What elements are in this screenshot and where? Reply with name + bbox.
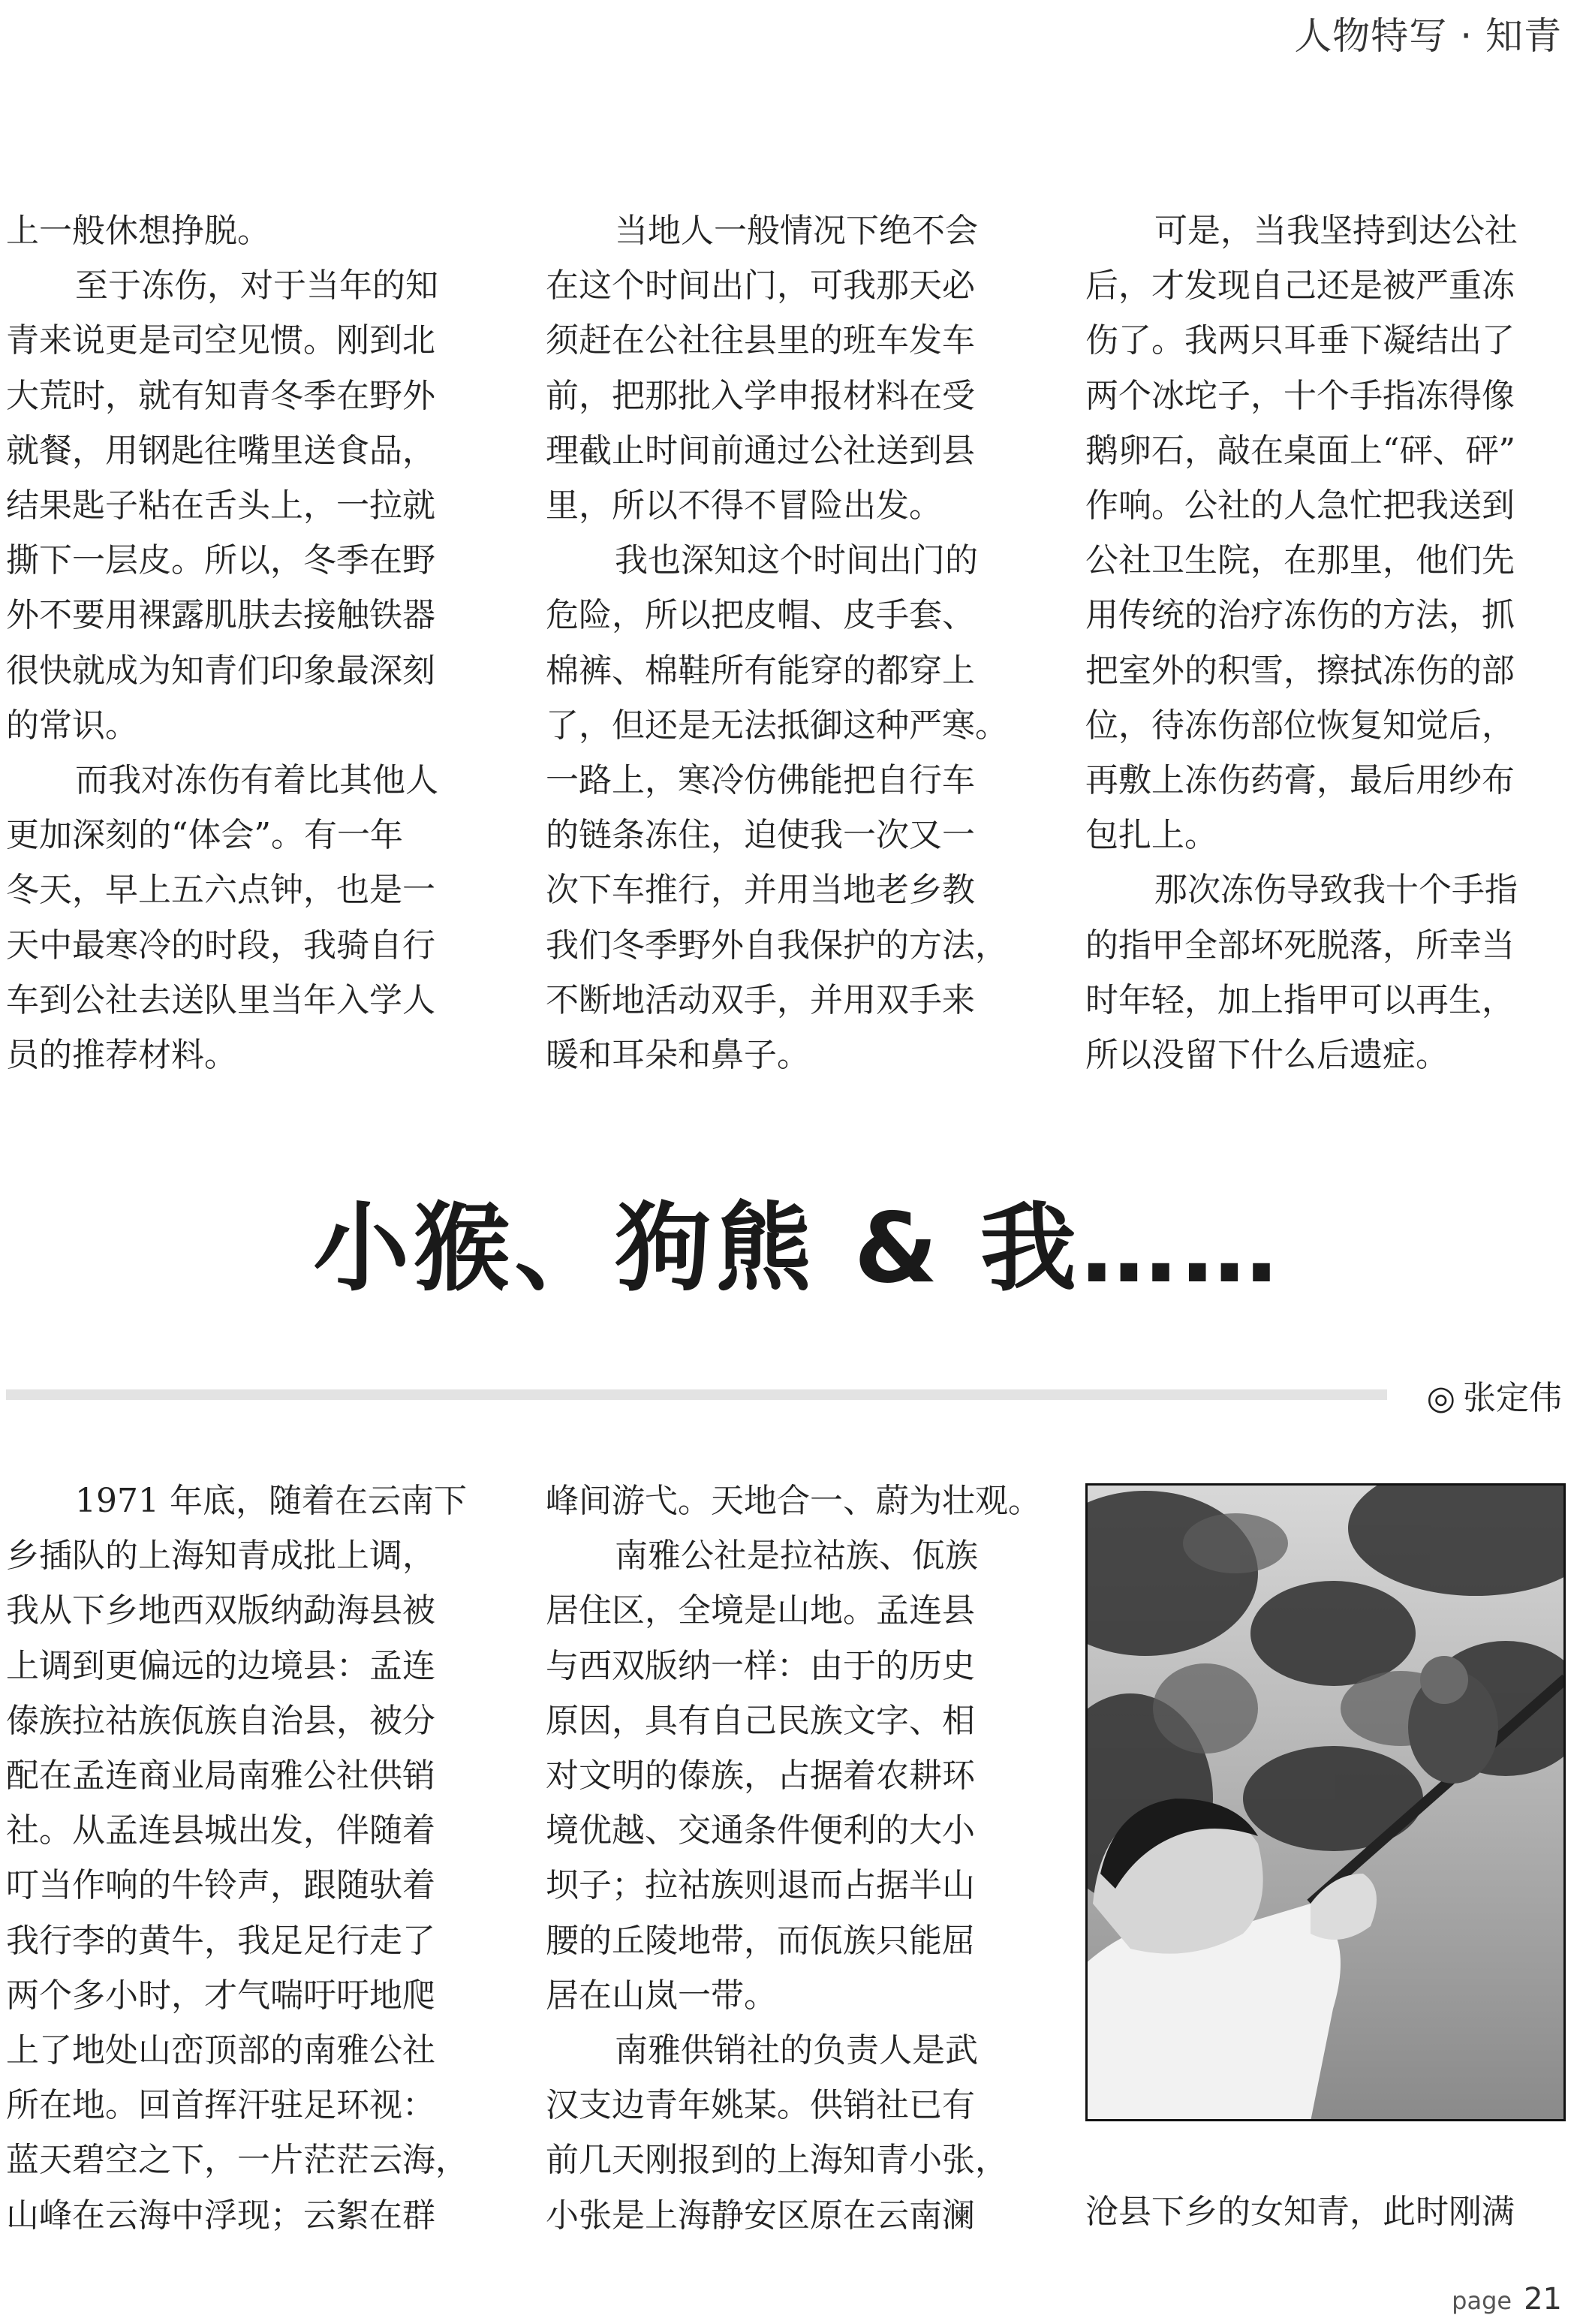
text-line: 位，待冻伤部位恢复知觉后，	[1085, 706, 1515, 745]
text-line: 社。从孟连县城出发，伴随着	[6, 1811, 435, 1850]
text-line: 坝子；拉祜族则退而占据半山	[546, 1866, 975, 1905]
text-line: 次下车推行，并用当地老乡教	[546, 871, 975, 910]
text-line: 与西双版纳一样：由于的历史	[546, 1646, 975, 1685]
text-line: 撕下一层皮。所以，冬季在野	[6, 541, 435, 580]
page-label: page	[1452, 2286, 1512, 2315]
text-line: 不断地活动双手，并用双手来	[546, 980, 975, 1019]
page-number	[1452, 2282, 1562, 2316]
text-line: 那次冻伤导致我十个手指	[1154, 871, 1518, 910]
text-line: 上了地处山峦顶部的南雅公社	[6, 2031, 435, 2070]
text-line: 境优越、交通条件便利的大小	[546, 1811, 975, 1850]
text-line: 外不要用裸露肌肤去接触铁器	[6, 596, 435, 635]
text-line: 了，但还是无法抵御这种严寒。	[546, 706, 1008, 745]
text-line: 上一般休想挣脱。	[6, 212, 270, 250]
text-line: 汉支边青年姚某。供销社已有	[546, 2086, 975, 2125]
text-line: 1971 年底，随着在云南下	[75, 1482, 467, 1520]
text-line: 鹅卵石，敲在桌面上“砰、砰”	[1085, 431, 1515, 470]
text-line: 公社卫生院，在那里，他们先	[1085, 541, 1515, 580]
text-line: 居在山岚一带。	[546, 1976, 777, 2015]
text-line: 对文明的傣族，占据着农耕环	[546, 1757, 975, 1796]
text-line: 用传统的治疗冻伤的方法，抓	[1085, 596, 1515, 635]
text-line: 配在孟连商业局南雅公社供销	[6, 1757, 435, 1796]
page-number-value: 21	[1524, 2282, 1562, 2316]
text-line: 上调到更偏远的边境县：孟连	[6, 1646, 435, 1685]
text-line: 须赶在公社往县里的班车发车	[546, 321, 975, 360]
text-line: 居住区，全境是山地。孟连县	[546, 1591, 975, 1630]
photo-illustration	[1085, 1483, 1566, 2121]
text-line: 我从下乡地西双版纳勐海县被	[6, 1591, 435, 1630]
prev-article-column-3	[1085, 203, 1566, 1082]
text-line: 的常识。	[6, 706, 138, 745]
text-line: 小张是上海静安区原在云南澜	[546, 2196, 975, 2235]
text-line: 前，把那批入学申报材料在受	[546, 376, 975, 415]
text-line: 里，所以不得不冒险出发。	[546, 486, 942, 525]
byline	[1427, 1371, 1562, 1419]
text-line: 前几天刚报到的上海知青小张，	[546, 2141, 1008, 2180]
text-line: 腰的丘陵地带，而佤族只能屈	[546, 1921, 975, 1960]
text-line: 大荒时，就有知青冬季在野外	[6, 376, 435, 415]
text-line: 把室外的积雪，擦拭冻伤的部	[1085, 651, 1515, 690]
text-line: 我们冬季野外自我保护的方法，	[546, 926, 1008, 965]
text-line: 就餐，用钢匙往嘴里送食品，	[6, 431, 435, 470]
text-line: 而我对冻伤有着比其他人	[75, 761, 438, 800]
photo-boy-with-monkey	[1085, 1483, 1566, 2121]
text-line: 两个多小时，才气喘吁吁地爬	[6, 1976, 435, 2015]
text-line: 青来说更是司空见惯。刚到北	[6, 321, 435, 360]
text-line: 可是，当我坚持到达公社	[1154, 212, 1518, 250]
article-column-2	[546, 1474, 1041, 2243]
text-line: 暖和耳朵和鼻子。	[546, 1036, 810, 1075]
byline-mark: ◎	[1426, 1379, 1455, 1417]
text-line: 两个冰坨子，十个手指冻得像	[1085, 376, 1515, 415]
text-line: 所以没留下什么后遗症。	[1085, 1036, 1449, 1075]
text-line: 原因，具有自己民族文字、相	[546, 1701, 975, 1740]
text-line: 作响。公社的人急忙把我送到	[1085, 486, 1515, 525]
text-line: 天中最寒冷的时段，我骑自行	[6, 926, 435, 965]
text-line: 在这个时间出门，可我那天必	[546, 266, 975, 306]
text-line: 的链条冻住，迫使我一次又一	[546, 816, 975, 855]
text-line: 至于冻伤，对于当年的知	[75, 266, 438, 306]
text-line: 南雅供销社的负责人是武	[615, 2031, 978, 2070]
text-line: 所在地。回首挥汗驻足环视：	[6, 2086, 435, 2125]
text-line: 傣族拉祜族佤族自治县，被分	[6, 1701, 435, 1740]
text-line: 南雅公社是拉祜族、佤族	[615, 1537, 978, 1576]
text-line: 理截止时间前通过公社送到县	[546, 431, 975, 470]
section-tag: 人物特写 · 知青	[1294, 14, 1562, 58]
text-line: 叮当作响的牛铃声，跟随驮着	[6, 1866, 435, 1905]
text-line: 的指甲全部坏死脱落，所幸当	[1085, 926, 1515, 965]
prev-article-column-2	[546, 203, 1026, 1082]
article-column-1	[6, 1474, 486, 2243]
text-line: 当地人一般情况下绝不会	[615, 212, 978, 250]
text-line: 棉裤、棉鞋所有能穿的都穿上	[546, 651, 975, 690]
text-line: 危险，所以把皮帽、皮手套、	[546, 596, 975, 635]
text-line: 我行李的黄牛，我足足行走了	[6, 1921, 435, 1960]
title-divider	[6, 1389, 1387, 1400]
text-line: 山峰在云海中浮现；云絮在群	[6, 2196, 435, 2235]
text-line: 车到公社去送队里当年入学人	[6, 980, 435, 1019]
text-line: 再敷上冻伤药膏，最后用纱布	[1085, 761, 1515, 800]
text-line: 峰间游弋。天地合一、蔚为壮观。	[546, 1482, 1041, 1520]
text-line: 我也深知这个时间出门的	[615, 541, 978, 580]
text-line: 乡插队的上海知青成批上调，	[6, 1537, 435, 1576]
text-line: 冬天，早上五六点钟，也是一	[6, 871, 435, 910]
text-line: 员的推荐材料。	[6, 1036, 237, 1075]
prev-article-column-1	[6, 203, 486, 1082]
text-line: 更加深刻的“体会”。有一年	[6, 816, 403, 855]
text-line: 伤了。我两只耳垂下凝结出了	[1085, 321, 1515, 360]
text-line: 蓝天碧空之下，一片茫茫云海，	[6, 2141, 468, 2180]
text-line: 结果匙子粘在舌头上，一拉就	[6, 486, 435, 525]
article-title: 小猴、狗熊 & 我……	[313, 1193, 1282, 1305]
article-column-3-text: 沧县下乡的女知青，此时刚满	[1085, 2193, 1515, 2231]
text-line: 后，才发现自己还是被严重冻	[1085, 266, 1515, 306]
text-line: 时年轻，加上指甲可以再生，	[1085, 980, 1515, 1019]
text-line: 包扎上。	[1085, 816, 1217, 855]
text-line: 一路上，寒冷仿佛能把自行车	[546, 761, 975, 800]
text-line: 很快就成为知青们印象最深刻	[6, 651, 435, 690]
author-name: 张定伟	[1463, 1379, 1562, 1417]
